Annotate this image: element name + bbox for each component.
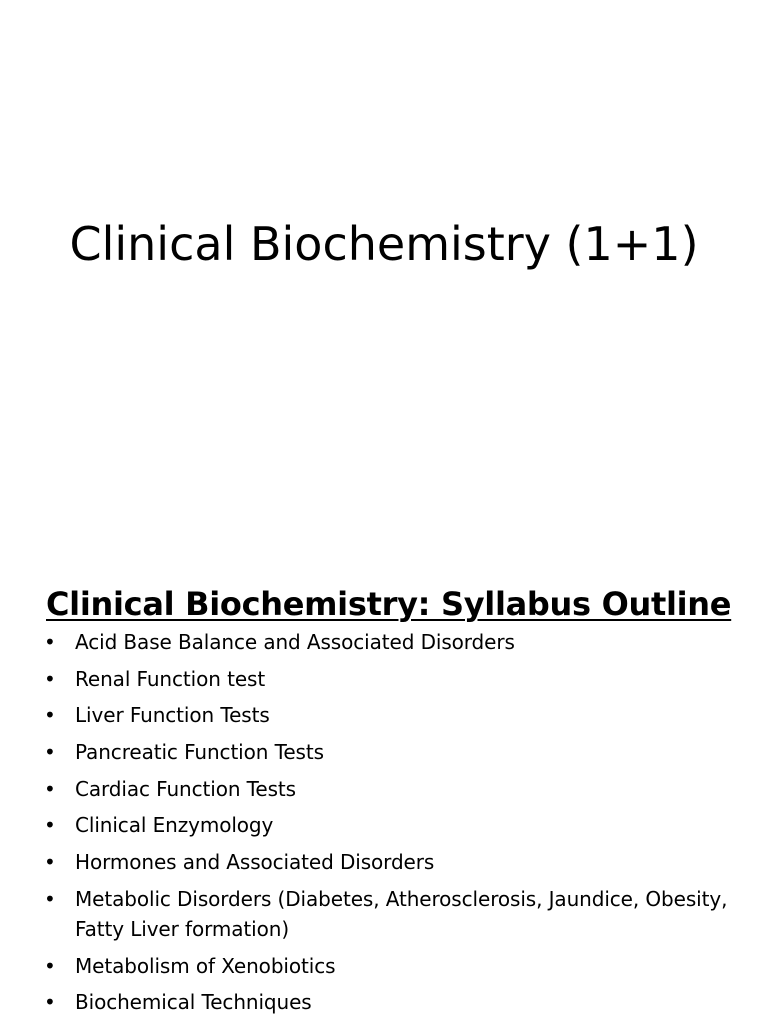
bullet-icon: • [44, 703, 56, 728]
bullet-icon: • [44, 740, 56, 765]
syllabus-item-renal [44, 664, 744, 694]
bullet-icon: • [44, 953, 56, 978]
syllabus-item-metabolic [44, 884, 744, 944]
syllabus-item-label: Pancreatic Function Tests [75, 740, 324, 765]
bullet-icon: • [44, 886, 56, 911]
syllabus-item-liver [44, 700, 744, 730]
syllabus-item-techniques [44, 987, 744, 1017]
syllabus-item-acid-base [44, 627, 744, 657]
syllabus-item-pancreatic [44, 737, 744, 767]
syllabus-item-label: Hormones and Associated Disorders [75, 850, 435, 875]
slide-syllabus-outline [0, 540, 768, 1024]
bullet-icon: • [44, 630, 56, 654]
syllabus-bullet-list [44, 627, 744, 1024]
syllabus-item-label: Liver Function Tests [75, 703, 270, 728]
syllabus-item-cardiac [44, 774, 744, 804]
syllabus-item-xenobiotics [44, 951, 744, 981]
syllabus-item-enzymology [44, 810, 744, 840]
bullet-icon: • [44, 666, 56, 691]
syllabus-heading: Clinical Biochemistry: Syllabus Outline [46, 585, 732, 623]
bullet-icon: • [44, 990, 56, 1015]
bullet-icon: • [44, 776, 56, 801]
bullet-icon: • [44, 813, 56, 838]
slide-title: Clinical Biochemistry (1+1) [69, 217, 699, 271]
syllabus-item-label: Cardiac Function Tests [75, 776, 296, 801]
syllabus-item-label: Renal Function test [75, 666, 266, 691]
syllabus-item-label: Biochemical Techniques [75, 990, 312, 1015]
syllabus-item-label: Clinical Enzymology [75, 813, 274, 838]
bullet-icon: • [44, 850, 56, 875]
syllabus-item-hormones [44, 847, 744, 877]
syllabus-item-label: Metabolic Disorders (Diabetes, Atherosclerosis, Jaundice, Obesity, Fatty Liver formation) [75, 886, 728, 941]
syllabus-item-label: Metabolism of Xenobiotics [75, 953, 336, 978]
syllabus-item-label: Acid Base Balance and Associated Disorders [75, 630, 515, 654]
